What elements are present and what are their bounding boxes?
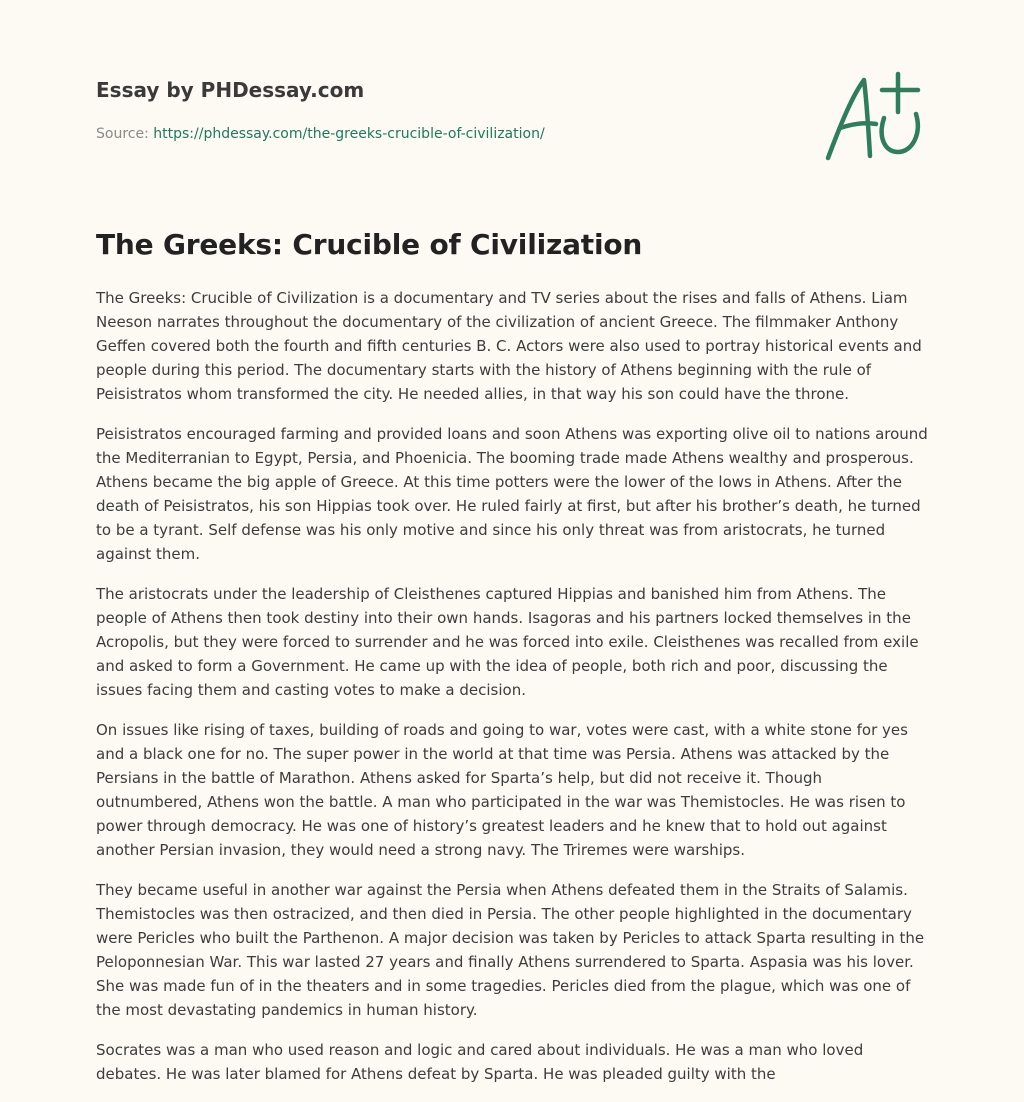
paragraph: The Greeks: Crucible of Civilization is a documentary and TV series about the rises and falls of Athens. Liam Neeson narrates throughout the documentary of the civilization of ancient Greece. The filmmaker Anthony Geffen covered both the fourth and fifth centuries B. C. Actors were also used to portray historical events and people during this period. The documentary starts with the history of Athens beginning with the rule of Peisistratos whom transformed the city. He needed allies, in that way his son could have the throne. (96, 289, 922, 403)
header (96, 76, 796, 104)
site-title: Essay by PHDessay.com (96, 78, 365, 102)
paragraph: On issues like rising of taxes, building of roads and going to war, votes were cast, with a white stone for yes and a black one for no. The super power in the world at that time was Persia. Athens was attacked by the Persians in the battle of Marathon. Athens asked for Sparta’s help, but did not receive it. Though outnumbered, Athens won the battle. A man who participated in the war was Themistocles. He was risen to power through democracy. He was one of history’s greatest leaders and he knew that to hold out against another Persian invasion, they would need a strong navy. The Triremes were warships. (96, 721, 908, 859)
source-label: Source: (96, 126, 149, 142)
paragraph: The aristocrats under the leadership of Cleisthenes captured Hippias and banished him from Athens. The people of Athens then took destiny into their own hands. Isagoras and his partners locked themselves in the Acropolis, but they were forced to surrender and he was forced into exile. Cleisthenes was recalled from exile and asked to form a Government. He came up with the idea of people, both rich and poor, discussing the issues facing them and casting votes to make a decision. (96, 585, 919, 699)
paragraph: Peisistratos encouraged farming and provided loans and soon Athens was exporting olive oil to nations around the Mediterranian to Egypt, Persia, and Phoenicia. The booming trade made Athens wealthy and prosperous. Athens became the big apple of Greece. At this time potters were the lower of the lows in Athens. After the death of Peisistratos, his son Hippias took over. He ruled fairly at first, but after his brother’s death, he turned to be a tyrant. Self defense was his only motive and since his only threat was from aristocrats, he turned against them. (96, 425, 928, 563)
source-line (96, 124, 545, 144)
source-link[interactable]: https://phdessay.com/the-greeks-crucible-of-civilization/ (153, 126, 545, 142)
paragraph: Socrates was a man who used reason and logic and cared about individuals. He was a man who loved debates. He was later blamed for Athens defeat by Sparta. He was pleaded guilty with the (96, 1041, 864, 1083)
paragraph: They became useful in another war against the Persia when Athens defeated them in the Straits of Salamis. Themistocles was then ostracized, and then died in Persia. The other people highlighted in the documentary were Pericles who built the Parthenon. A major decision was taken by Pericles to attack Sparta resulting in the Peloponnesian War. This war lasted 27 years and finally Athens surrendered to Sparta. Aspasia was his lover. She was made fun of in the theaters and in some tragedies. Pericles died from the plague, which was one of the most devastating pandemics in human history. (96, 881, 925, 1019)
essay-body (96, 286, 932, 1102)
essay-title: The Greeks: Crucible of Civilization (96, 228, 643, 261)
a-plus-logo-icon (818, 66, 928, 166)
